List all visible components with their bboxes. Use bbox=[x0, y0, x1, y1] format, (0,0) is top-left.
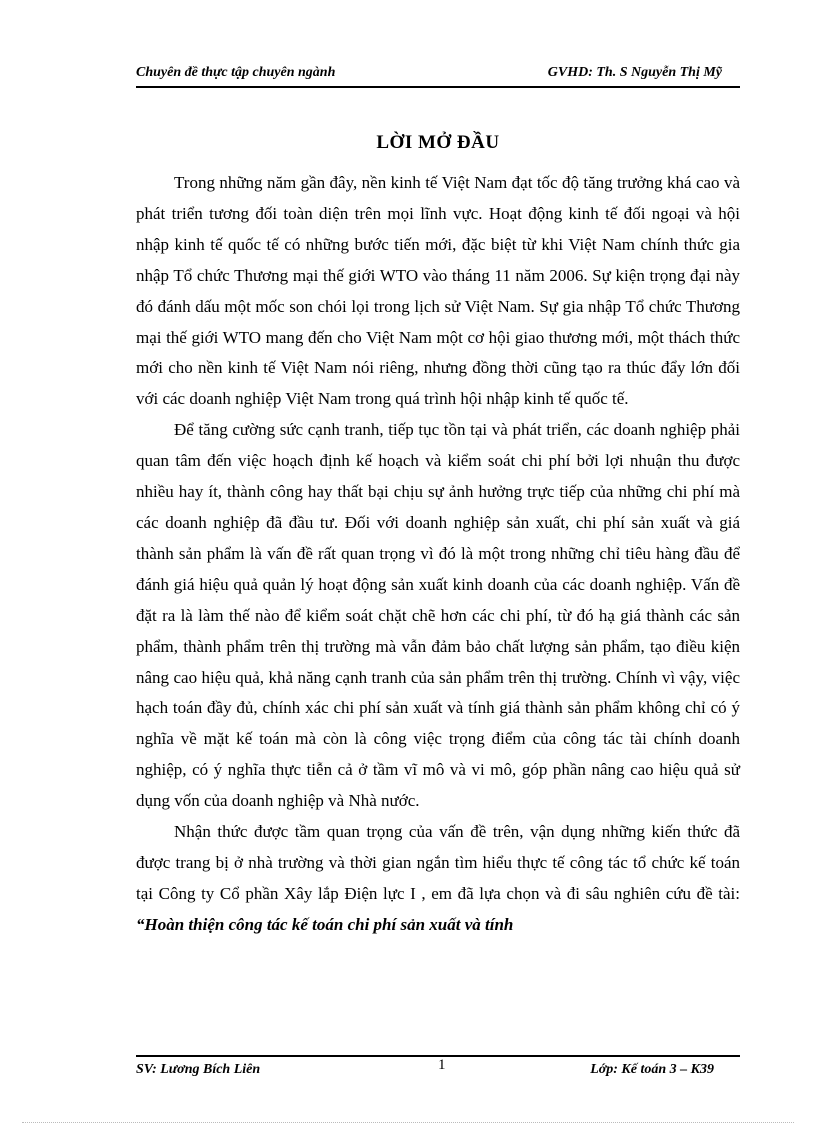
page-header bbox=[136, 62, 740, 88]
paragraph-1: Trong những năm gần đây, nền kinh tế Việt Nam đạt tốc độ tăng trưởng khá cao và phát triển tương đối toàn diện trên mọi lĩnh vực. Hoạt động kinh tế đối ngoại và hội nhập kinh tế quốc tế có những bước tiến mới, đặc biệt từ khi Việt Nam chính thức gia nhập Tổ chức Thương mại thế giới WTO vào tháng 11 năm 2006. Sự kiện trọng đại này đó đánh dấu một mốc son chói lọi trong lịch sử Việt Nam. Sự gia nhập Tổ chức Thương mại thế giới WTO mang đến cho Việt Nam một cơ hội giao thương mới, một thách thức mới cho nền kinh tế Việt Nam nói riêng, nhưng đồng thời cũng tạo ra thúc đẩy lớn đối với các doanh nghiệp Việt Nam trong quá trình hội nhập kinh tế quốc tế. bbox=[136, 173, 740, 409]
paragraph-3-text: Nhận thức được tầm quan trọng của vấn đề trên, vận dụng những kiến thức đã được trang bị ở nhà trường và thời gian ngắn tìm hiểu thực tế công tác tổ chức kế toán tại Công ty Cổ phần Xây lắp Điện lực I , em đã lựa chọn và đi sâu nghiên cứu đề tài: bbox=[136, 822, 740, 903]
paragraph-2: Để tăng cường sức cạnh tranh, tiếp tục tồn tại và phát triển, các doanh nghiệp phải quan tâm đến việc hoạch định kế hoạch và kiểm soát chi phí bởi lợi nhuận thu được nhiều hay ít, thành công hay thất bại chịu sự ảnh hưởng trực tiếp của những chi phí mà các doanh nghiệp đã đầu tư. Đối với doanh nghiệp sản xuất, chi phí sản xuất và giá thành sản phẩm là vấn đề rất quan trọng vì đó là một trong những chỉ tiêu hàng đầu để đánh giá hiệu quả quản lý hoạt động sản xuất kinh doanh của các doanh nghiệp. Vấn đề đặt ra là làm thế nào để kiểm soát chặt chẽ hơn các chi phí, từ đó hạ giá thành các sản phẩm, thành phẩm trên thị trường mà vẫn đảm bảo chất lượng sản phẩm, tạo điều kiện nâng cao hiệu quả, khả năng cạnh tranh của sản phẩm trên thị trường. Chính vì vậy, việc hạch toán đầy đủ, chính xác chi phí sản xuất và tính giá thành sản phẩm không chỉ có ý nghĩa về mặt kế toán mà còn là công việc trọng điểm của công tác tài chính doanh nghiệp, có ý nghĩa thực tiễn cả ở tầm vĩ mô và vi mô, góp phần nâng cao hiệu quả sử dụng vốn của doanh nghiệp và Nhà nước. bbox=[136, 420, 740, 811]
document-body bbox=[136, 168, 740, 941]
page-footer bbox=[136, 1055, 740, 1081]
paragraph-3 bbox=[136, 817, 740, 941]
header-course-title: Chuyên đề thực tập chuyên ngành bbox=[136, 65, 336, 80]
thesis-topic: “Hoàn thiện công tác kế toán chi phí sản xuất và tính bbox=[136, 914, 514, 934]
page-number: 1 bbox=[438, 1057, 446, 1073]
page-title: LỜI MỞ ĐẦU bbox=[376, 132, 500, 153]
footer-class: Lớp: Kế toán 3 – K39 bbox=[590, 1062, 714, 1077]
footer-student-name: SV: Lương Bích Liên bbox=[136, 1062, 261, 1077]
header-supervisor: GVHD: Th. S Nguyễn Thị Mỹ bbox=[547, 65, 722, 80]
